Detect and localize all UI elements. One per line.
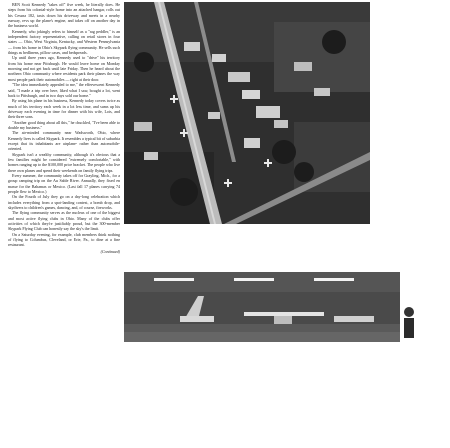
article-paragraph: Every summer, the community takes off for Grayling, Mich., for a group camping trip on the Au Sable River. Annually, they fixed en masse for the Bahamas or Mexico. (Last fall 17 planes carrying 74 people flew to Mexico.) <box>8 173 120 195</box>
article-paragraph: "Another good thing about all this," he chuckled, "I've been able to double my business." <box>8 119 120 130</box>
article-paragraph: "The idea immediately appealed to me," the effervescent Kennedy said, "I made a trip over here, liked what I saw, bought a lot, went back to Pittsburgh, and in two days sold our home." <box>8 82 120 98</box>
hangar-photo-edge <box>400 272 418 342</box>
article-paragraph: The flying community serves as the nucleus of one of the biggest and most active flying clubs in Ohio. Many of the clubs offer activities of which they're justifiably proud, but the 300-member Skypark Flying Club can honestly say the sky's the limit. <box>8 210 120 232</box>
article-paragraph: By using his plane in his business, Kennedy today covers twice as much of his territory each week in a lot less time, and sums up his driveway each evening in time for dinner with his wife, Lois, and their three sons. <box>8 98 120 120</box>
hangar-photo <box>124 272 400 342</box>
article-paragraph: The air-minded community near Wadsworth, Ohio, where Kennedy lives is called Skypark. It resembles a typical bit of suburbia except that its inhabitants are airplane- rather than automobile-oriented. <box>8 130 120 152</box>
continued-label: (Continued) <box>100 248 120 254</box>
article-paragraph: On the Fourth of July they go on a day-long celebration which includes everything from a spot-landing contest, a bomb drop, and skydivers to children's games, dancing, and, of course, fireworks. <box>8 194 120 211</box>
article-column <box>8 2 120 374</box>
aerial-photo <box>124 2 370 224</box>
article-paragraph: Kennedy, who jokingly refers to himself as a "rag peddler," is an independent factory representative, calling on retail stores in four states — Ohio, West Virginia, Kentucky, and Western Pennsylvania — from his home in Ohio's Skypark flying community. He sells such things as bedlinens, pillow cases, and bedspreads. <box>8 28 120 56</box>
article-paragraph: On a Saturday evening, for example, club members think nothing of flying to Columbus, Cleveland, or Erie, Pa., to dine at a fine restaurant. <box>8 231 120 248</box>
article-paragraph: Up until three years ago, Kennedy used to "drive" his territory from his home near Pittsburgh. He would leave home on Monday morning and not get back until late Friday. Then he heard about the northern Ohio community where residents park their planes the way most people park their automobiles — right at their door. <box>8 55 120 82</box>
article-paragraph: Skypark isn't a wealthy community, although it's obvious that a few families might be considered "extremely comfortable," with homes ranging up to the $100,000 price bracket. The people who live there own planes and spend their weekends on family flying trips. <box>8 151 120 173</box>
article-paragraph: BEN Scott Kennedy "takes off" five week, he literally does. He steps from his colonial-style home into an attached hangar, rolls out his Cessna 182, taxis down his driveway and meets in a nearby runway, revs up the plane's engine, and takes off on another day in the business world. <box>8 2 120 29</box>
